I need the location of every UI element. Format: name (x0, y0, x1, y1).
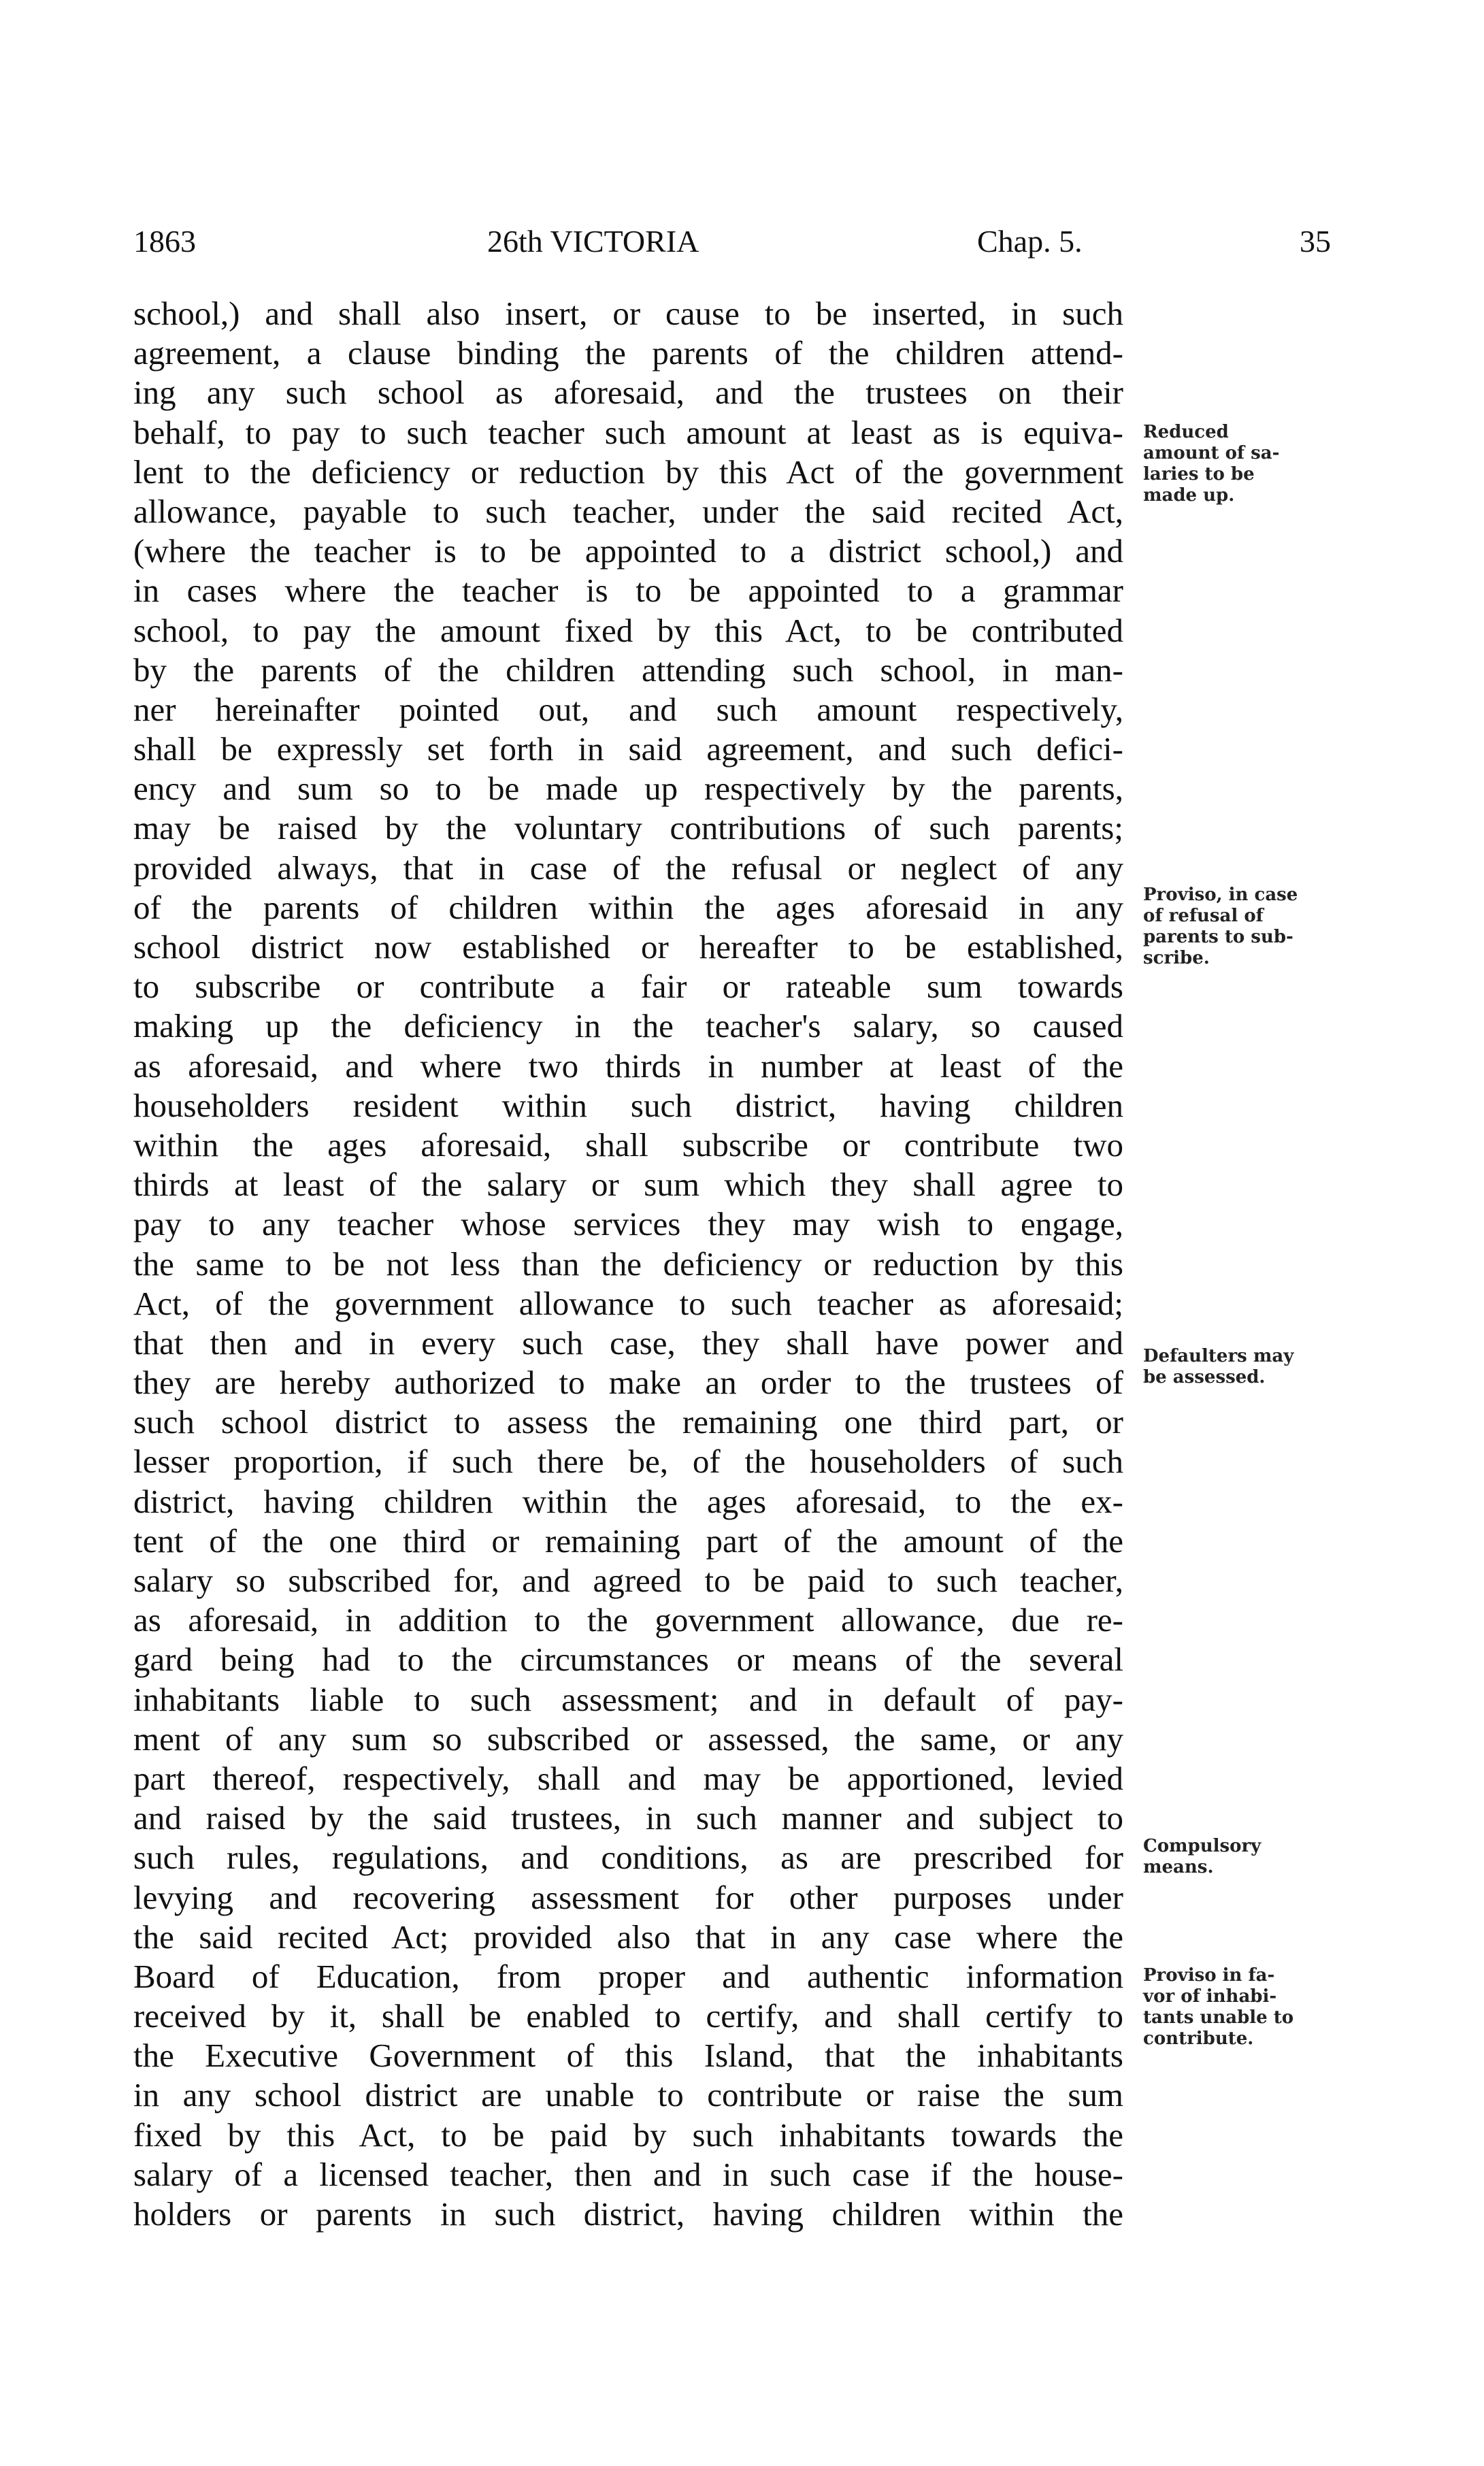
text-line: in any school district are unable to contribute or raise the sum (133, 2076, 1123, 2114)
text-line: householders resident within such district, having children (133, 1086, 1123, 1124)
text-line: district, having children within the ages aforesaid, to the ex- (133, 1482, 1123, 1520)
margin-note-line: Reduced (1143, 422, 1229, 442)
text-line: such school district to assess the remaining one third part, or (133, 1403, 1123, 1441)
margin-note-line: laries to be (1143, 464, 1255, 484)
margin-note-line: Compulsory (1143, 1836, 1262, 1856)
text-line: to subscribe or contribute a fair or rateable sum towards (133, 968, 1123, 1006)
margin-note-line: Proviso in fa- (1143, 1965, 1275, 1986)
text-line: as aforesaid, in addition to the government allowance, due re- (133, 1601, 1123, 1639)
page-number: 35 (1300, 224, 1331, 259)
text-line: agreement, a clause binding the parents of the children attend- (133, 334, 1123, 372)
text-line: provided always, that in case of the refusal or neglect of any (133, 849, 1123, 887)
margin-note-line: means. (1143, 1857, 1214, 1877)
margin-note-line: amount of sa- (1143, 443, 1280, 463)
text-line: shall be expressly set forth in said agreement, and such defici- (133, 730, 1123, 768)
text-line: making up the deficiency in the teacher's salary, so caused (133, 1007, 1123, 1045)
margin-note-line: scribe. (1143, 948, 1210, 968)
text-line: holders or parents in such district, having children within the (133, 2195, 1123, 2233)
statute-text (133, 294, 1123, 2234)
text-line: Act, of the government allowance to such teacher as aforesaid; (133, 1284, 1123, 1322)
margin-note-defaulters (1143, 1346, 1347, 1388)
text-line: school district now established or hereafter to be established, (133, 928, 1123, 966)
text-line: behalf, to pay to such teacher such amount at least as is equiva- (133, 413, 1123, 451)
text-line: ing any such school as aforesaid, and the trustees on their (133, 374, 1123, 412)
text-line: salary of a licensed teacher, then and in such case if the house- (133, 2155, 1123, 2193)
text-line: in cases where the teacher is to be appointed to a grammar (133, 572, 1123, 610)
text-line: received by it, shall be enabled to certify, and shall certify to (133, 1997, 1123, 2035)
text-line: the Executive Government of this Island, that the inhabitants (133, 2037, 1123, 2075)
margin-note-line: of refusal of (1143, 906, 1264, 926)
margin-note-proviso-refusal (1143, 885, 1347, 969)
text-line: salary so subscribed for, and agreed to be paid to such teacher, (133, 1562, 1123, 1599)
text-line: part thereof, respectively, shall and may be apportioned, levied (133, 1759, 1123, 1797)
text-line: ment of any sum so subscribed or assessed, the same, or any (133, 1720, 1123, 1758)
text-line: as aforesaid, and where two thirds in number at least of the (133, 1047, 1123, 1085)
text-line: such rules, regulations, and conditions, as are prescribed for (133, 1839, 1123, 1877)
running-header (133, 218, 1331, 265)
text-line: thirds at least of the salary or sum which they shall agree to (133, 1166, 1123, 1204)
margin-note-proviso-favor (1143, 1965, 1347, 2050)
text-line: lesser proportion, if such there be, of the householders of such (133, 1443, 1123, 1481)
margin-note-line: be assessed. (1143, 1367, 1266, 1387)
header-title: 26th VICTORIA (487, 224, 699, 259)
margin-note-line: vor of inhabi- (1143, 1986, 1277, 2007)
margin-note-line: Defaulters may (1143, 1346, 1294, 1366)
margin-note-line: made up. (1143, 485, 1235, 506)
text-line: within the ages aforesaid, shall subscribe or contribute two (133, 1125, 1123, 1164)
text-line: of the parents of children within the ages aforesaid in any (133, 888, 1123, 926)
text-line: inhabitants liable to such assessment; and in default of pay- (133, 1680, 1123, 1718)
header-year: 1863 (133, 224, 196, 259)
text-line: lent to the deficiency or reduction by this Act of the government (133, 453, 1123, 491)
text-line: allowance, payable to such teacher, under the said recited Act, (133, 492, 1123, 530)
text-line: Board of Education, from proper and authentic information (133, 1957, 1123, 1995)
text-line: they are hereby authorized to make an order to the trustees of (133, 1364, 1123, 1402)
text-line: the same to be not less than the deficiency or reduction by this (133, 1245, 1123, 1283)
text-line: gard being had to the circumstances or means of the several (133, 1641, 1123, 1679)
text-line: (where the teacher is to be appointed to a district school,) and (133, 532, 1123, 570)
text-line: that then and in every such case, they shall have power and (133, 1324, 1123, 1362)
margin-note-line: contribute. (1143, 2028, 1254, 2049)
text-line: the said recited Act; provided also that in any case where the (133, 1918, 1123, 1956)
text-line: ency and sum so to be made up respectively by the parents, (133, 770, 1123, 808)
margin-note-compulsory (1143, 1836, 1347, 1878)
text-line: may be raised by the voluntary contributions of such parents; (133, 809, 1123, 847)
header-chapter: Chap. 5. (977, 224, 1083, 259)
text-line: school,) and shall also insert, or cause to be inserted, in such (133, 295, 1123, 332)
margin-note-line: parents to sub- (1143, 927, 1293, 947)
text-line: tent of the one third or remaining part of the amount of the (133, 1522, 1123, 1560)
margin-note-line: Proviso, in case (1143, 885, 1298, 905)
margin-note-reduced (1143, 422, 1347, 506)
text-line: ner hereinafter pointed out, and such amount respectively, (133, 690, 1123, 728)
text-line: and raised by the said trustees, in such manner and subject to (133, 1799, 1123, 1837)
text-line: pay to any teacher whose services they may wish to engage, (133, 1205, 1123, 1243)
text-line: by the parents of the children attending such school, in man- (133, 651, 1123, 689)
text-line: fixed by this Act, to be paid by such inhabitants towards the (133, 2116, 1123, 2154)
text-line: school, to pay the amount fixed by this Act, to be contributed (133, 611, 1123, 649)
margin-note-line: tants unable to (1143, 2007, 1294, 2028)
text-line: levying and recovering assessment for other purposes under (133, 1878, 1123, 1916)
